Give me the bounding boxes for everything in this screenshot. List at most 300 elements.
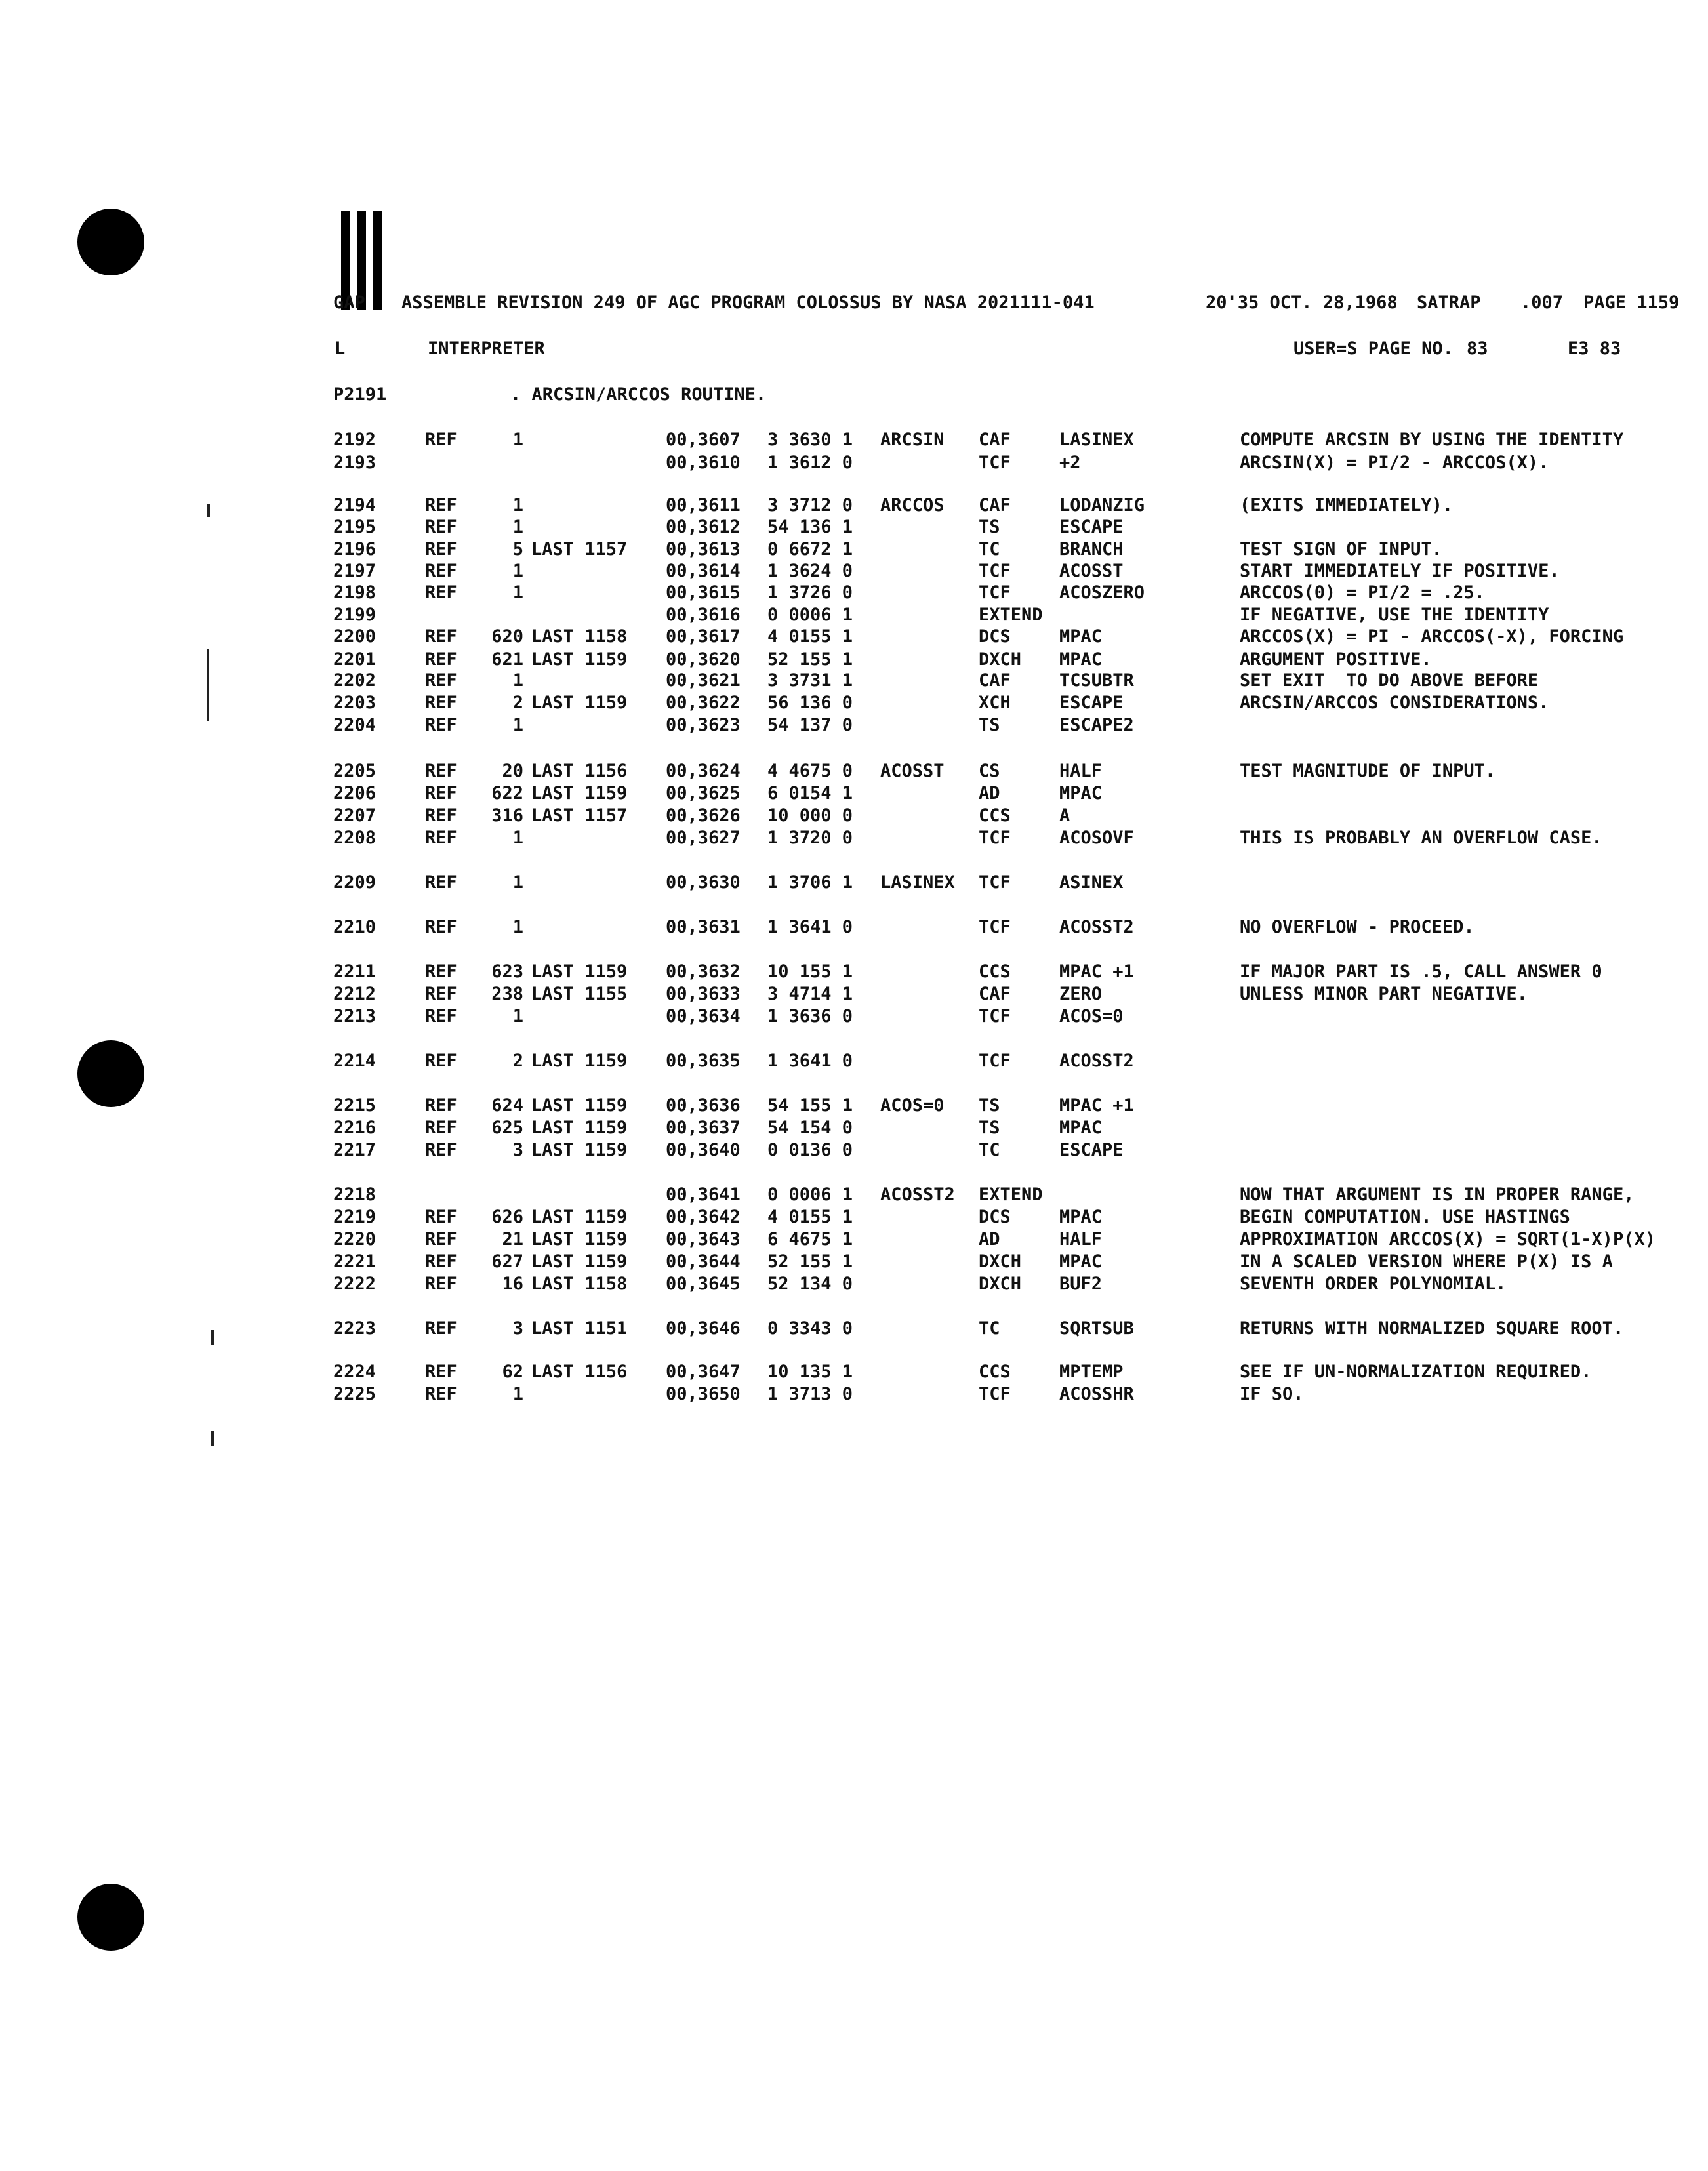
listing-line bbox=[0, 693, 1708, 715]
comment: COMPUTE ARCSIN BY USING THE IDENTITY bbox=[1240, 430, 1624, 450]
last-ref: LAST 1157 bbox=[531, 539, 628, 559]
line-number: 2192 bbox=[333, 430, 376, 450]
line-number: 2211 bbox=[333, 962, 376, 982]
address: 00,3612 bbox=[666, 517, 741, 537]
octal-code: 52 155 1 bbox=[767, 1251, 853, 1272]
address: 00,3616 bbox=[666, 605, 741, 625]
octal-code: 3 4714 1 bbox=[767, 984, 853, 1004]
last-ref: LAST 1159 bbox=[531, 1140, 628, 1160]
address: 00,3617 bbox=[666, 626, 741, 647]
ref-marker: REF bbox=[425, 517, 457, 537]
octal-code: 54 136 1 bbox=[767, 517, 853, 537]
operand: +2 bbox=[1059, 453, 1081, 473]
last-ref: LAST 1159 bbox=[531, 1229, 628, 1249]
comment: SEVENTH ORDER POLYNOMIAL. bbox=[1240, 1274, 1507, 1294]
listing-line bbox=[0, 761, 1708, 783]
opcode: DCS bbox=[979, 626, 1011, 647]
header-satrap: SATRAP bbox=[1417, 293, 1481, 313]
address: 00,3634 bbox=[666, 1006, 741, 1026]
last-ref: LAST 1157 bbox=[531, 805, 628, 826]
last-ref: LAST 1159 bbox=[531, 1095, 628, 1116]
label: ARCSIN bbox=[880, 430, 945, 450]
listing-line bbox=[0, 1185, 1708, 1207]
address: 00,3615 bbox=[666, 582, 741, 603]
octal-code: 0 3343 0 bbox=[767, 1318, 853, 1339]
operand: A bbox=[1059, 805, 1070, 826]
opcode: DXCH bbox=[979, 1274, 1022, 1294]
ref-marker: REF bbox=[425, 761, 457, 781]
address: 00,3644 bbox=[666, 1251, 741, 1272]
address: 00,3645 bbox=[666, 1274, 741, 1294]
ref-marker: REF bbox=[425, 872, 457, 893]
ref-count: 621 bbox=[491, 649, 523, 670]
comment: START IMMEDIATELY IF POSITIVE. bbox=[1240, 561, 1560, 581]
line-number: 2198 bbox=[333, 582, 376, 603]
address: 00,3647 bbox=[666, 1362, 741, 1382]
comment: SET EXIT TO DO ABOVE BEFORE bbox=[1240, 670, 1539, 691]
header-assembly-title: ASSEMBLE REVISION 249 OF AGC PROGRAM COLOSSUS BY NASA 2021111-041 bbox=[401, 293, 1095, 313]
listing-line bbox=[0, 582, 1708, 605]
operand: ZERO bbox=[1059, 984, 1103, 1004]
ref-marker: REF bbox=[425, 1274, 457, 1294]
operand: MPAC bbox=[1059, 1207, 1103, 1227]
listing-line bbox=[0, 495, 1708, 517]
octal-code: 6 4675 1 bbox=[767, 1229, 853, 1249]
ref-marker: REF bbox=[425, 1384, 457, 1404]
ref-count: 626 bbox=[491, 1207, 523, 1227]
ref-marker: REF bbox=[425, 1006, 457, 1026]
ref-marker: REF bbox=[425, 1118, 457, 1138]
listing-line bbox=[0, 1318, 1708, 1341]
operand: ACOS=0 bbox=[1059, 1006, 1124, 1026]
octal-code: 6 0154 1 bbox=[767, 783, 853, 803]
address: 00,3632 bbox=[666, 962, 741, 982]
opcode: DXCH bbox=[979, 1251, 1022, 1272]
octal-code: 0 0136 0 bbox=[767, 1140, 853, 1160]
ref-count: 3 bbox=[512, 1140, 523, 1160]
address: 00,3633 bbox=[666, 984, 741, 1004]
operand: MPTEMP bbox=[1059, 1362, 1124, 1382]
listing-line bbox=[0, 984, 1708, 1006]
address: 00,3636 bbox=[666, 1095, 741, 1116]
ref-count: 1 bbox=[512, 430, 523, 450]
listing-line bbox=[0, 872, 1708, 895]
address: 00,3610 bbox=[666, 453, 741, 473]
ref-marker: REF bbox=[425, 626, 457, 647]
opcode: TCF bbox=[979, 872, 1011, 893]
address: 00,3613 bbox=[666, 539, 741, 559]
octal-code: 10 000 0 bbox=[767, 805, 853, 826]
operand: MPAC bbox=[1059, 626, 1103, 647]
comment: ARCSIN/ARCCOS CONSIDERATIONS. bbox=[1240, 693, 1549, 713]
opcode: CCS bbox=[979, 962, 1011, 982]
listing-line bbox=[0, 1095, 1708, 1118]
octal-code: 54 155 1 bbox=[767, 1095, 853, 1116]
comment: ARCCOS(0) = PI/2 = .25. bbox=[1240, 582, 1485, 603]
operand: ESCAPE bbox=[1059, 1140, 1124, 1160]
header-page: PAGE 1159 bbox=[1583, 293, 1680, 313]
address: 00,3650 bbox=[666, 1384, 741, 1404]
ref-marker: REF bbox=[425, 430, 457, 450]
ref-count: 1 bbox=[512, 828, 523, 848]
ref-marker: REF bbox=[425, 561, 457, 581]
comment: (EXITS IMMEDIATELY). bbox=[1240, 495, 1454, 516]
last-ref: LAST 1155 bbox=[531, 984, 628, 1004]
listing-line bbox=[0, 1384, 1708, 1406]
comment: ARCSIN(X) = PI/2 - ARCCOS(X). bbox=[1240, 453, 1549, 473]
octal-code: 1 3726 0 bbox=[767, 582, 853, 603]
operand: ESCAPE bbox=[1059, 693, 1124, 713]
last-ref: LAST 1156 bbox=[531, 761, 628, 781]
address: 00,3627 bbox=[666, 828, 741, 848]
ref-marker: REF bbox=[425, 962, 457, 982]
listing-line bbox=[0, 605, 1708, 627]
ref-count: 1 bbox=[512, 1006, 523, 1026]
octal-code: 1 3706 1 bbox=[767, 872, 853, 893]
subheader-marker: L bbox=[335, 338, 346, 359]
line-number: 2214 bbox=[333, 1051, 376, 1071]
line-number: 2196 bbox=[333, 539, 376, 559]
operand: ESCAPE2 bbox=[1059, 715, 1134, 735]
opcode: DXCH bbox=[979, 649, 1022, 670]
address: 00,3630 bbox=[666, 872, 741, 893]
last-ref: LAST 1159 bbox=[531, 962, 628, 982]
ref-marker: REF bbox=[425, 783, 457, 803]
line-number: 2224 bbox=[333, 1362, 376, 1382]
line-number: 2216 bbox=[333, 1118, 376, 1138]
opcode: TS bbox=[979, 715, 1000, 735]
comment: IF MAJOR PART IS .5, CALL ANSWER 0 bbox=[1240, 962, 1602, 982]
opcode: CAF bbox=[979, 670, 1011, 691]
address: 00,3607 bbox=[666, 430, 741, 450]
ref-marker: REF bbox=[425, 1251, 457, 1272]
address: 00,3614 bbox=[666, 561, 741, 581]
opcode: TCF bbox=[979, 1006, 1011, 1026]
operand: ASINEX bbox=[1059, 872, 1124, 893]
ref-count: 62 bbox=[502, 1362, 523, 1382]
listing-line bbox=[0, 539, 1708, 561]
address: 00,3643 bbox=[666, 1229, 741, 1249]
opcode: CAF bbox=[979, 495, 1011, 516]
listing-line bbox=[0, 828, 1708, 850]
comment: IN A SCALED VERSION WHERE P(X) IS A bbox=[1240, 1251, 1613, 1272]
opcode: CAF bbox=[979, 984, 1011, 1004]
operand: ACOSZERO bbox=[1059, 582, 1145, 603]
operand: SQRTSUB bbox=[1059, 1318, 1134, 1339]
listing-line bbox=[0, 1251, 1708, 1274]
octal-code: 52 134 0 bbox=[767, 1274, 853, 1294]
comment: NOW THAT ARGUMENT IS IN PROPER RANGE, bbox=[1240, 1185, 1635, 1205]
last-ref: LAST 1156 bbox=[531, 1362, 628, 1382]
ref-count: 21 bbox=[502, 1229, 523, 1249]
ref-count: 1 bbox=[512, 561, 523, 581]
comment: IF NEGATIVE, USE THE IDENTITY bbox=[1240, 605, 1549, 625]
address: 00,3640 bbox=[666, 1140, 741, 1160]
ref-marker: REF bbox=[425, 917, 457, 937]
operand: BRANCH bbox=[1059, 539, 1124, 559]
line-number: 2203 bbox=[333, 693, 376, 713]
octal-code: 1 3720 0 bbox=[767, 828, 853, 848]
header-prefix: GAP bbox=[333, 293, 365, 313]
address: 00,3625 bbox=[666, 783, 741, 803]
line-number: 2218 bbox=[333, 1185, 376, 1205]
line-number: 2206 bbox=[333, 783, 376, 803]
octal-code: 4 4675 0 bbox=[767, 761, 853, 781]
address: 00,3641 bbox=[666, 1185, 741, 1205]
label: ARCCOS bbox=[880, 495, 945, 516]
line-number: 2212 bbox=[333, 984, 376, 1004]
listing-line bbox=[0, 917, 1708, 939]
ref-marker: REF bbox=[425, 805, 457, 826]
line-number: 2222 bbox=[333, 1274, 376, 1294]
listing-line bbox=[0, 517, 1708, 539]
ref-marker: REF bbox=[425, 649, 457, 670]
last-ref: LAST 1158 bbox=[531, 1274, 628, 1294]
comment: THIS IS PROBABLY AN OVERFLOW CASE. bbox=[1240, 828, 1602, 848]
binder-hole-top bbox=[77, 209, 144, 275]
comment: SEE IF UN-NORMALIZATION REQUIRED. bbox=[1240, 1362, 1592, 1382]
octal-code: 4 0155 1 bbox=[767, 1207, 853, 1227]
line-number: 2219 bbox=[333, 1207, 376, 1227]
operand: ACOSST2 bbox=[1059, 917, 1134, 937]
octal-code: 52 155 1 bbox=[767, 649, 853, 670]
octal-code: 0 0006 1 bbox=[767, 605, 853, 625]
ref-count: 2 bbox=[512, 693, 523, 713]
ref-marker: REF bbox=[425, 495, 457, 516]
line-number: 2208 bbox=[333, 828, 376, 848]
last-ref: LAST 1159 bbox=[531, 1118, 628, 1138]
listing-line bbox=[0, 783, 1708, 805]
listing-line bbox=[0, 1229, 1708, 1251]
user-page-label: USER=S PAGE NO. bbox=[1293, 338, 1454, 359]
user-page-number: 83 bbox=[1467, 338, 1488, 359]
operand: MPAC bbox=[1059, 649, 1103, 670]
ref-count: 1 bbox=[512, 1384, 523, 1404]
listing-line bbox=[0, 453, 1708, 475]
opcode: TS bbox=[979, 1118, 1000, 1138]
octal-code: 0 6672 1 bbox=[767, 539, 853, 559]
octal-code: 1 3636 0 bbox=[767, 1006, 853, 1026]
octal-code: 0 0006 1 bbox=[767, 1185, 853, 1205]
last-ref: LAST 1159 bbox=[531, 783, 628, 803]
address: 00,3623 bbox=[666, 715, 741, 735]
binder-hole-bottom bbox=[77, 1884, 144, 1951]
label: ACOSST2 bbox=[880, 1185, 955, 1205]
operand: HALF bbox=[1059, 761, 1103, 781]
octal-code: 54 154 0 bbox=[767, 1118, 853, 1138]
header-timestamp: 20'35 OCT. 28,1968 bbox=[1206, 293, 1398, 313]
label: ACOSST bbox=[880, 761, 945, 781]
ref-count: 2 bbox=[512, 1051, 523, 1071]
line-number: 2225 bbox=[333, 1384, 376, 1404]
line-number: 2207 bbox=[333, 805, 376, 826]
opcode: TS bbox=[979, 517, 1000, 537]
address: 00,3631 bbox=[666, 917, 741, 937]
operand: ACOSSHR bbox=[1059, 1384, 1134, 1404]
ref-count: 1 bbox=[512, 872, 523, 893]
address: 00,3622 bbox=[666, 693, 741, 713]
routine-title: . ARCSIN/ARCCOS ROUTINE. bbox=[510, 384, 767, 405]
label: LASINEX bbox=[880, 872, 955, 893]
ref-count: 1 bbox=[512, 495, 523, 516]
ref-marker: REF bbox=[425, 1051, 457, 1071]
opcode: TCF bbox=[979, 1384, 1011, 1404]
last-ref: LAST 1159 bbox=[531, 649, 628, 670]
ref-marker: REF bbox=[425, 1229, 457, 1249]
last-ref: LAST 1159 bbox=[531, 1207, 628, 1227]
comment: ARCCOS(X) = PI - ARCCOS(-X), FORCING bbox=[1240, 626, 1624, 647]
ref-count: 16 bbox=[502, 1274, 523, 1294]
comment: BEGIN COMPUTATION. USE HASTINGS bbox=[1240, 1207, 1570, 1227]
header-version: .007 bbox=[1520, 293, 1564, 313]
octal-code: 1 3612 0 bbox=[767, 453, 853, 473]
address: 00,3620 bbox=[666, 649, 741, 670]
opcode: XCH bbox=[979, 693, 1011, 713]
operand: ACOSST bbox=[1059, 561, 1124, 581]
operand: BUF2 bbox=[1059, 1274, 1103, 1294]
octal-code: 1 3713 0 bbox=[767, 1384, 853, 1404]
opcode: CCS bbox=[979, 1362, 1011, 1382]
comment: TEST MAGNITUDE OF INPUT. bbox=[1240, 761, 1496, 781]
address: 00,3635 bbox=[666, 1051, 741, 1071]
listing-line bbox=[0, 1006, 1708, 1028]
operand: ESCAPE bbox=[1059, 517, 1124, 537]
page-code: E3 83 bbox=[1568, 338, 1621, 359]
line-number: 2201 bbox=[333, 649, 376, 670]
ref-count: 20 bbox=[502, 761, 523, 781]
operand: MPAC +1 bbox=[1059, 962, 1134, 982]
octal-code: 56 136 0 bbox=[767, 693, 853, 713]
line-number: 2223 bbox=[333, 1318, 376, 1339]
listing-line bbox=[0, 1051, 1708, 1073]
ref-count: 1 bbox=[512, 715, 523, 735]
opcode: TCF bbox=[979, 1051, 1011, 1071]
address: 00,3637 bbox=[666, 1118, 741, 1138]
comment: TEST SIGN OF INPUT. bbox=[1240, 539, 1442, 559]
ref-count: 1 bbox=[512, 670, 523, 691]
octal-code: 4 0155 1 bbox=[767, 626, 853, 647]
ref-marker: REF bbox=[425, 693, 457, 713]
opcode: DCS bbox=[979, 1207, 1011, 1227]
ref-marker: REF bbox=[425, 1362, 457, 1382]
operand: ACOSOVF bbox=[1059, 828, 1134, 848]
opcode: TC bbox=[979, 539, 1000, 559]
comment: RETURNS WITH NORMALIZED SQUARE ROOT. bbox=[1240, 1318, 1624, 1339]
opcode: TCF bbox=[979, 828, 1011, 848]
operand: MPAC bbox=[1059, 1118, 1103, 1138]
opcode: EXTEND bbox=[979, 1185, 1043, 1205]
listing-line bbox=[0, 561, 1708, 583]
comment: UNLESS MINOR PART NEGATIVE. bbox=[1240, 984, 1528, 1004]
line-number: 2215 bbox=[333, 1095, 376, 1116]
listing-line bbox=[0, 1362, 1708, 1384]
routine-number: P2191 bbox=[333, 384, 387, 405]
address: 00,3621 bbox=[666, 670, 741, 691]
listing-line bbox=[0, 715, 1708, 737]
ref-marker: REF bbox=[425, 1095, 457, 1116]
line-number: 2213 bbox=[333, 1006, 376, 1026]
ref-count: 627 bbox=[491, 1251, 523, 1272]
listing-line bbox=[0, 626, 1708, 649]
opcode: AD bbox=[979, 1229, 1000, 1249]
octal-code: 1 3641 0 bbox=[767, 917, 853, 937]
address: 00,3624 bbox=[666, 761, 741, 781]
ref-marker: REF bbox=[425, 1140, 457, 1160]
ref-marker: REF bbox=[425, 715, 457, 735]
line-number: 2205 bbox=[333, 761, 376, 781]
opcode: TCF bbox=[979, 917, 1011, 937]
operand: MPAC bbox=[1059, 1251, 1103, 1272]
opcode: CCS bbox=[979, 805, 1011, 826]
listing-line bbox=[0, 1140, 1708, 1162]
ref-count: 625 bbox=[491, 1118, 523, 1138]
ref-marker: REF bbox=[425, 984, 457, 1004]
address: 00,3646 bbox=[666, 1318, 741, 1339]
ref-count: 5 bbox=[512, 539, 523, 559]
listing-line bbox=[0, 962, 1708, 984]
line-number: 2202 bbox=[333, 670, 376, 691]
ref-count: 3 bbox=[512, 1318, 523, 1339]
line-number: 2210 bbox=[333, 917, 376, 937]
last-ref: LAST 1159 bbox=[531, 1051, 628, 1071]
opcode: CS bbox=[979, 761, 1000, 781]
ref-count: 1 bbox=[512, 917, 523, 937]
margin-mark bbox=[211, 1431, 214, 1446]
listing-line bbox=[0, 1274, 1708, 1296]
address: 00,3642 bbox=[666, 1207, 741, 1227]
ref-count: 620 bbox=[491, 626, 523, 647]
listing-line bbox=[0, 1118, 1708, 1140]
line-number: 2200 bbox=[333, 626, 376, 647]
comment: APPROXIMATION ARCCOS(X) = SQRT(1-X)P(X) bbox=[1240, 1229, 1656, 1249]
line-number: 2197 bbox=[333, 561, 376, 581]
octal-code: 10 155 1 bbox=[767, 962, 853, 982]
ref-marker: REF bbox=[425, 828, 457, 848]
operand: HALF bbox=[1059, 1229, 1103, 1249]
line-number: 2209 bbox=[333, 872, 376, 893]
opcode: TCF bbox=[979, 453, 1011, 473]
operand: TCSUBTR bbox=[1059, 670, 1134, 691]
ref-marker: REF bbox=[425, 539, 457, 559]
ref-count: 623 bbox=[491, 962, 523, 982]
opcode: TCF bbox=[979, 561, 1011, 581]
listing-line bbox=[0, 1207, 1708, 1229]
octal-code: 1 3624 0 bbox=[767, 561, 853, 581]
operand: LASINEX bbox=[1059, 430, 1134, 450]
ref-count: 238 bbox=[491, 984, 523, 1004]
operand: LODANZIG bbox=[1059, 495, 1145, 516]
opcode: AD bbox=[979, 783, 1000, 803]
address: 00,3611 bbox=[666, 495, 741, 516]
listing-line bbox=[0, 670, 1708, 693]
octal-code: 54 137 0 bbox=[767, 715, 853, 735]
ref-count: 1 bbox=[512, 582, 523, 603]
ref-marker: REF bbox=[425, 1318, 457, 1339]
operand: MPAC bbox=[1059, 783, 1103, 803]
line-number: 2199 bbox=[333, 605, 376, 625]
listing-line bbox=[0, 430, 1708, 452]
opcode: TC bbox=[979, 1140, 1000, 1160]
last-ref: LAST 1159 bbox=[531, 693, 628, 713]
operand: ACOSST2 bbox=[1059, 1051, 1134, 1071]
line-number: 2221 bbox=[333, 1251, 376, 1272]
octal-code: 3 3712 0 bbox=[767, 495, 853, 516]
last-ref: LAST 1158 bbox=[531, 626, 628, 647]
listing-line bbox=[0, 649, 1708, 672]
ref-marker: REF bbox=[425, 670, 457, 691]
line-number: 2217 bbox=[333, 1140, 376, 1160]
last-ref: LAST 1151 bbox=[531, 1318, 628, 1339]
